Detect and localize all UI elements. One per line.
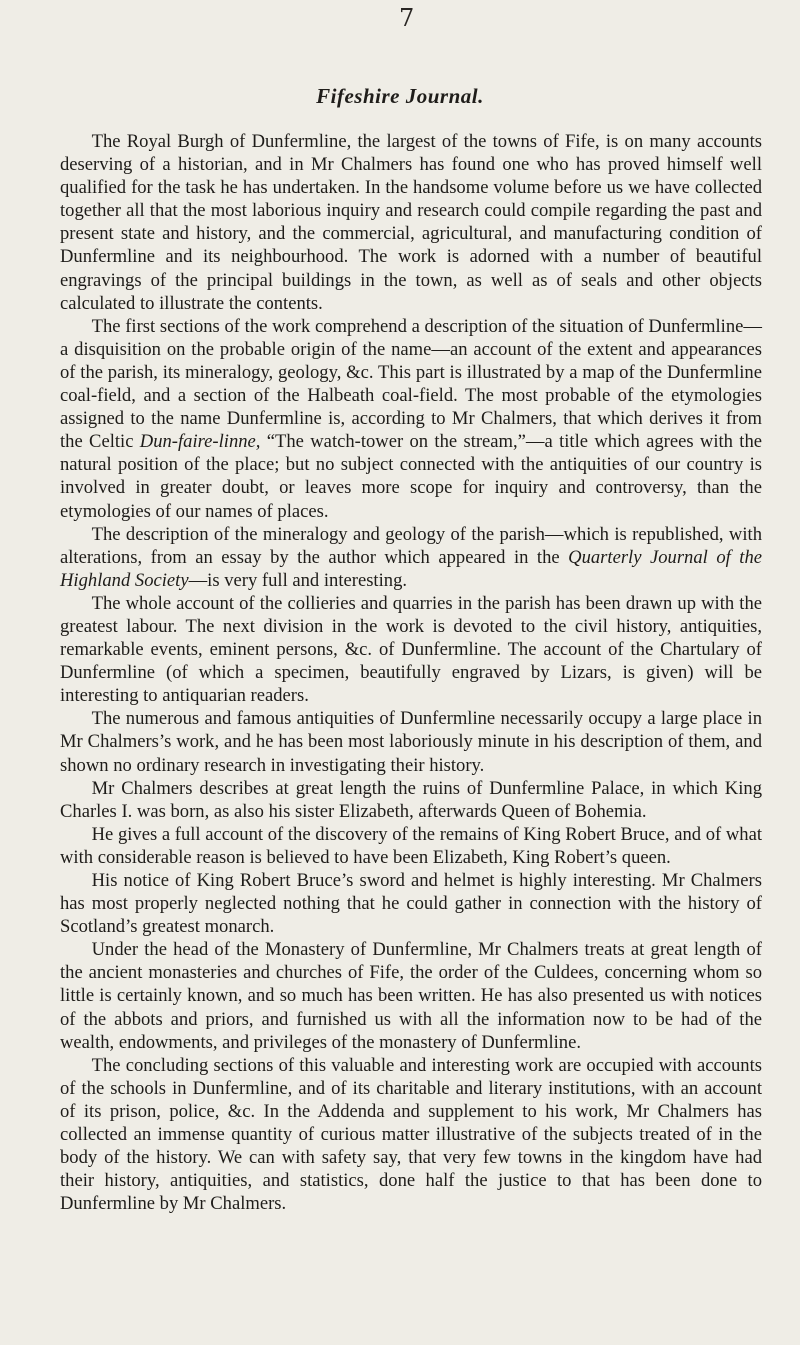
article-body xyxy=(60,130,762,1215)
paragraph-3-text-a: The description of the mineralogy and geology of the parish—which is republished, with alterations, from an essay by the author which appeared in the xyxy=(60,523,762,568)
paragraph-5: The numerous and famous antiquities of Dunfermline necessarily occupy a large place in Mr Chalmers’s work, and he has been most laboriously minute in his description of them, and shown no ordinary research in investigating their history. xyxy=(60,708,762,776)
paragraph-10: The concluding sections of this valuable and interesting work are occupied with accounts of the schools in Dunfermline, and of its charitable and literary institutions, with an account of its prison, police, &c. In the Addenda and supplement to his work, Mr Chalmers has collected an immense quantity of curious matter illustrative of the subjects treated of in the body of the history. We can with safety say, that very few towns in the kingdom have had their history, antiquities, and statistics, done half the justice to that has been done to Dunfermline by Mr Chalmers. xyxy=(60,1054,762,1215)
paragraph-4: The whole account of the collieries and quarries in the parish has been drawn up with the greatest labour. The next division in the work is devoted to the civil history, antiquities, remarkable events, eminent persons, &c. of Dunfermline. The account of the Chartulary of Dunfermline (of which a specimen, beautifully engraved by Lizars, is given) will be interesting to antiquarian readers. xyxy=(60,592,762,707)
paragraph-3 xyxy=(60,523,762,592)
paragraph-3-text-b: —is very full and interesting. xyxy=(188,569,408,591)
paragraph-1: The Royal Burgh of Dunfermline, the largest of the towns of Fife, is on many accounts deserving of a historian, and in Mr Chalmers has found one who has proved himself well qualified for the task he has undertaken. In the handsome volume before us we have collected together all that the most laborious inquiry and research could compile regarding the past and present state and history, and the commercial, agricultural, and manufacturing condition of Dunfermline and its neighbourhood. The work is adorned with a number of beautiful engravings of the principal buildings in the town, as well as of seals and other objects calculated to illustrate the contents. xyxy=(60,131,762,314)
page-number-mark: 7 xyxy=(399,4,415,32)
paragraph-2 xyxy=(60,315,762,523)
paragraph-9: Under the head of the Monastery of Dunfermline, Mr Chalmers treats at great length of the ancient monasteries and churches of Fife, the order of the Culdees, concerning whom so little is certainly known, and so much has been written. He has also presented us with notices of the abbots and priors, and furnished us with all the information now to be had of the wealth, endowments, and privileges of the monastery of Dunfermline. xyxy=(60,939,762,1053)
paragraph-6: Mr Chalmers describes at great length the ruins of Dunfermline Palace, in which King Charles I. was born, as also his sister Elizabeth, afterwards Queen of Bohemia. xyxy=(60,777,762,822)
paragraph-7: He gives a full account of the discovery of the remains of King Robert Bruce, and of what with considerable reason is believed to have been Elizabeth, King Robert’s queen. xyxy=(60,823,762,868)
paragraph-2-celtic-term: Dun-faire-linne, xyxy=(139,431,261,453)
paragraph-2-text-b: “The watch-tower on the stream,”—a title which agrees with the natural position of the place; but no subject connected with the antiquities of our country is involved in greater doubt, or leaves more scope for inquiry and controversy, than the etymologies of our names of places. xyxy=(60,431,762,522)
paragraph-3-journal-title: Quarterly Journal of the Highland Society xyxy=(60,546,763,591)
paragraph-2-text-a: The first sections of the work comprehend a description of the situation of Dunfermline—a disquisition on the probable origin of the name—an account of the extent and appearances of the parish, its mineralogy, geology, &c. This part is illustrated by a map of the Dunfermline coal-field, and a section of the Halbeath coal-field. The most probable of the etymologies assigned to the name Dunfermline is, according to Mr Chalmers, that which derives it from the Celtic xyxy=(60,315,762,453)
page-header: Fifeshire Journal. xyxy=(316,84,484,108)
paragraph-8: His notice of King Robert Bruce’s sword and helmet is highly interesting. Mr Chalmers has most properly neglected nothing that he could gather in connection with the history of Scotland’s greatest monarch. xyxy=(60,870,762,938)
